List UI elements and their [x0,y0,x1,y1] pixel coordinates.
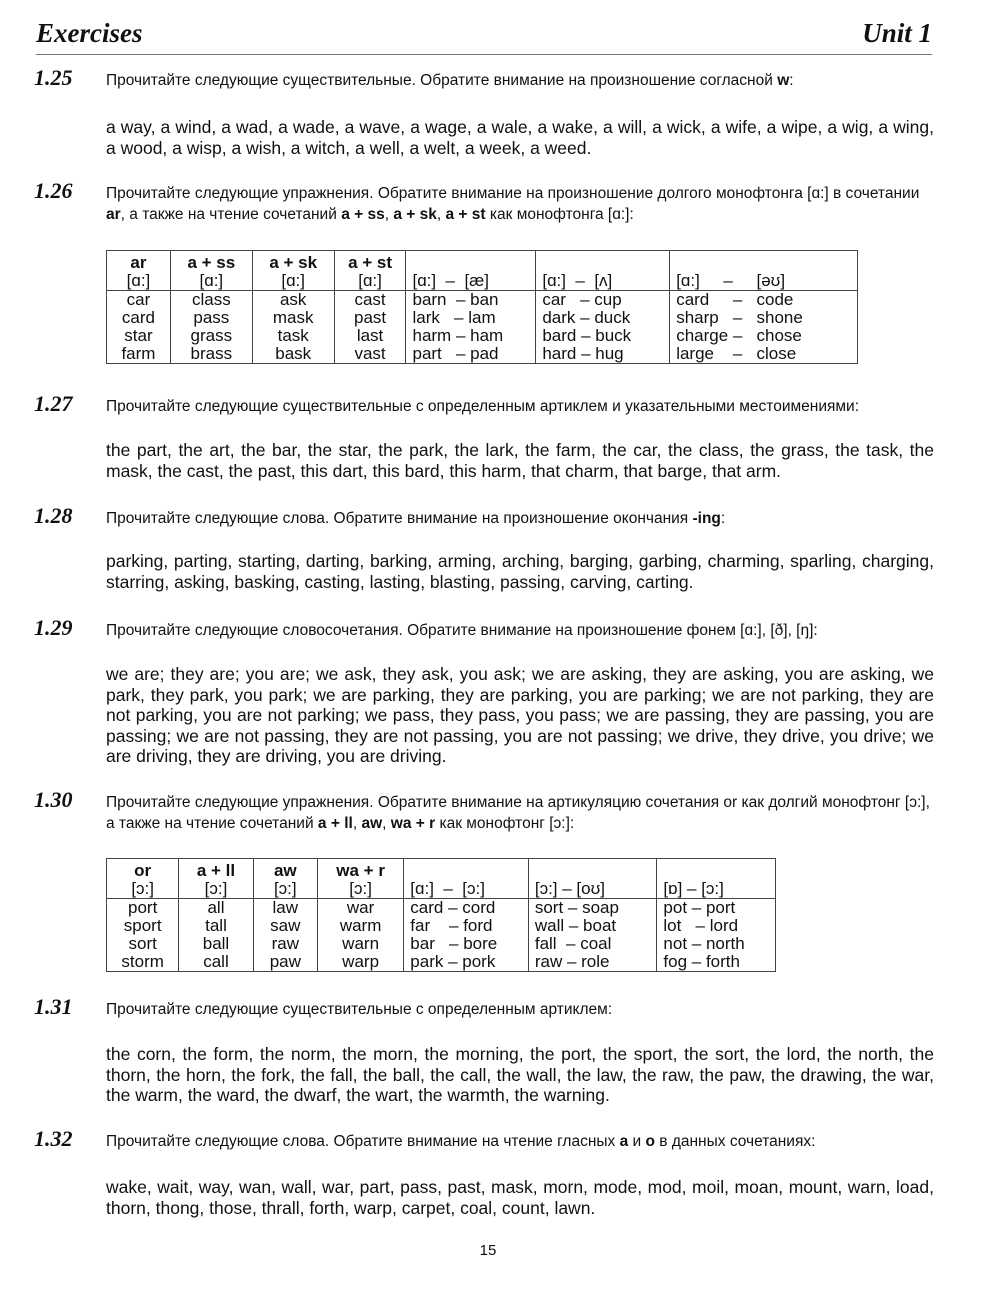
exercise-number: 1.25 [34,65,73,90]
ipa-cell: [ɑ:] [252,272,334,291]
table-row [107,917,776,935]
table-cell: port [107,899,179,918]
table-header-row [107,859,776,881]
table-header: aw [253,859,317,881]
table-cell: sharp – shone [670,309,858,327]
table-cell: ball [179,935,253,953]
exercise-number: 1.31 [34,994,73,1019]
table-cell: tall [179,917,253,935]
table-row [107,309,858,327]
table-ipa-row [107,880,776,899]
table-cell: all [179,899,253,918]
exercise-instruction: Прочитайте следующие упражнения. Обратите внимание на произношение долгого монофтонга [ɑ:] в сочетании ar, а также на чтение сочетаний a + ss, a + sk, a + st как монофтонга [ɑ:]: [106,185,920,223]
table-cell: saw [253,917,317,935]
word-list-1-25: a way, a wind, a wad, a wade, a wave, a wage, a wale, a wake, a will, a wick, a wife, a wipe, a wig, a wing, a wood, a wisp, a wish, a witch, a well, a welt, a week, a weed. [106,117,934,158]
table-cell: sort – soap [528,899,657,918]
table-header: ar [107,251,171,273]
ipa-cell: [ɑ:] – [əʊ] [670,272,858,291]
table-header [406,251,536,273]
exercise-number: 1.28 [34,503,73,528]
table-cell: sort [107,935,179,953]
table-cell: harm – ham [406,327,536,345]
ipa-cell: [ɔ:] [179,880,253,899]
table-cell: vast [334,345,406,364]
table-cell: car [107,291,171,310]
exercise-number: 1.32 [34,1126,73,1151]
ipa-cell: [ɑ:] [107,272,171,291]
header-unit: Unit 1 [862,18,932,48]
table-cell: storm [107,953,179,972]
table-header [404,859,529,881]
exercise-number: 1.30 [34,787,73,812]
ipa-cell: [ɑ:] – [ɔ:] [404,880,529,899]
table-header-row [107,251,858,273]
ipa-cell: [ɒ] – [ɔ:] [657,880,776,899]
table-cell: large – close [670,345,858,364]
table-cell: part – pad [406,345,536,364]
table-row [107,345,858,364]
table-cell: sport [107,917,179,935]
table-cell: fall – coal [528,935,657,953]
table-cell: last [334,327,406,345]
table-cell: lot – lord [657,917,776,935]
table-cell: warm [317,917,403,935]
ipa-cell: [ɑ:] – [æ] [406,272,536,291]
table-cell: lark – lam [406,309,536,327]
exercise-instruction: Прочитайте следующие существительные с определенным артиклем: [106,1001,613,1018]
page-number: 15 [479,1242,497,1259]
exercise-instruction: Прочитайте следующие упражнения. Обратите внимание на артикуляцию сочетания or как долгий монофтонг [ɔ:], а также на чтение сочетаний a + ll, aw, wa + r как монофтонг [ɔ:]: [106,794,930,832]
table-cell: class [170,291,252,310]
table-header: a + sk [252,251,334,273]
word-list-1-32: wake, wait, way, wan, wall, war, part, pass, past, mask, morn, mode, mod, moil, moan, mount, warn, load, thorn, thong, those, thrall, forth, warp, carpet, coal, count, lawn. [106,1177,934,1218]
table-cell: bar – bore [404,935,529,953]
table-cell: raw – role [528,953,657,972]
exercise-instruction: Прочитайте следующие словосочетания. Обратите внимание на произношение фонем [ɑ:], [ð], [ŋ]: [106,622,818,639]
table-cell: fog – forth [657,953,776,972]
table-cell: cast [334,291,406,310]
table-cell: far – ford [404,917,529,935]
table-cell: pot – port [657,899,776,918]
exercise-instruction: Прочитайте следующие слова. Обратите внимание на произношение окончания -ing: [106,510,726,527]
table-cell: charge – chose [670,327,858,345]
table-header: a + st [334,251,406,273]
phonetics-table-1-26 [106,250,858,364]
table-row [107,935,776,953]
table-header: wa + r [317,859,403,881]
table-cell: car – cup [536,291,670,310]
table-cell: task [252,327,334,345]
header-title: Exercises [36,18,143,48]
table-cell: dark – duck [536,309,670,327]
table-ipa-row [107,272,858,291]
exercise-number: 1.27 [34,391,73,416]
table-cell: war [317,899,403,918]
word-list-1-28: parking, parting, starting, darting, barking, arming, arching, barging, garbing, charming, sparling, charging, starring, asking, basking, casting, lasting, blasting, passing, carving, carting. [106,551,934,592]
table-row [107,327,858,345]
word-list-1-27: the part, the art, the bar, the star, the park, the lark, the farm, the car, the class, the grass, the task, the mask, the cast, the past, this dart, this bard, this harm, that charm, that barge, that arm. [106,440,934,481]
table-header [536,251,670,273]
word-list-1-29: we are; they are; you are; we ask, they ask, you ask; we are asking, they are asking, you are asking, we park, they park, you park; we are parking, they are parking, you are parking; we are not parking, they are not parking, you are not parking; we pass, they pass, you pass; we are passing, they are passing, you are passing; we are not passing, they are not passing, you are not passing; we drive, they drive, you drive; we are driving, they are driving, you are driving. [106,664,934,766]
table-cell: farm [107,345,171,364]
table-header: or [107,859,179,881]
table-cell: brass [170,345,252,364]
table-cell: warp [317,953,403,972]
table-cell: paw [253,953,317,972]
table-header: a + ll [179,859,253,881]
table-header [657,859,776,881]
table-header: a + ss [170,251,252,273]
table-row [107,291,858,310]
table-cell: past [334,309,406,327]
table-row [107,899,776,918]
ipa-cell: [ɔ:] [317,880,403,899]
table-cell: mask [252,309,334,327]
table-cell: card – code [670,291,858,310]
word-list-1-31: the corn, the form, the norm, the morn, the morning, the port, the sport, the sort, the lord, the north, the thorn, the horn, the fork, the fall, the ball, the call, the wall, the law, the raw, the paw, the drawing, the war, the warm, the ward, the dwarf, the wart, the warmth, the warning. [106,1044,934,1105]
table-cell: bask [252,345,334,364]
ipa-cell: [ɔ:] [107,880,179,899]
table-cell: wall – boat [528,917,657,935]
table-cell: bard – buck [536,327,670,345]
table-cell: card – cord [404,899,529,918]
exercise-instruction: Прочитайте следующие существительные. Обратите внимание на произношение согласной w: [106,72,794,89]
table-header [528,859,657,881]
exercise-number: 1.26 [34,178,73,203]
exercise-number: 1.29 [34,615,73,640]
table-cell: barn – ban [406,291,536,310]
exercise-instruction: Прочитайте следующие слова. Обратите внимание на чтение гласных a и o в данных сочетаниях: [106,1133,816,1150]
phonetics-table-1-30 [106,858,776,972]
table-cell: card [107,309,171,327]
table-cell: not – north [657,935,776,953]
table-cell: law [253,899,317,918]
ipa-cell: [ɑ:] [334,272,406,291]
table-header [670,251,858,273]
ipa-cell: [ɑ:] – [ʌ] [536,272,670,291]
table-row [107,953,776,972]
table-cell: star [107,327,171,345]
ipa-cell: [ɔ:] [253,880,317,899]
table-cell: pass [170,309,252,327]
exercise-instruction: Прочитайте следующие существительные с определенным артиклем и указательными местоимениями: [106,398,860,415]
table-cell: park – pork [404,953,529,972]
table-cell: hard – hug [536,345,670,364]
table-cell: grass [170,327,252,345]
ipa-cell: [ɑ:] [170,272,252,291]
ipa-cell: [ɔ:] – [oʊ] [528,880,657,899]
page-header [36,18,932,55]
table-cell: raw [253,935,317,953]
table-cell: ask [252,291,334,310]
table-cell: call [179,953,253,972]
table-cell: warn [317,935,403,953]
